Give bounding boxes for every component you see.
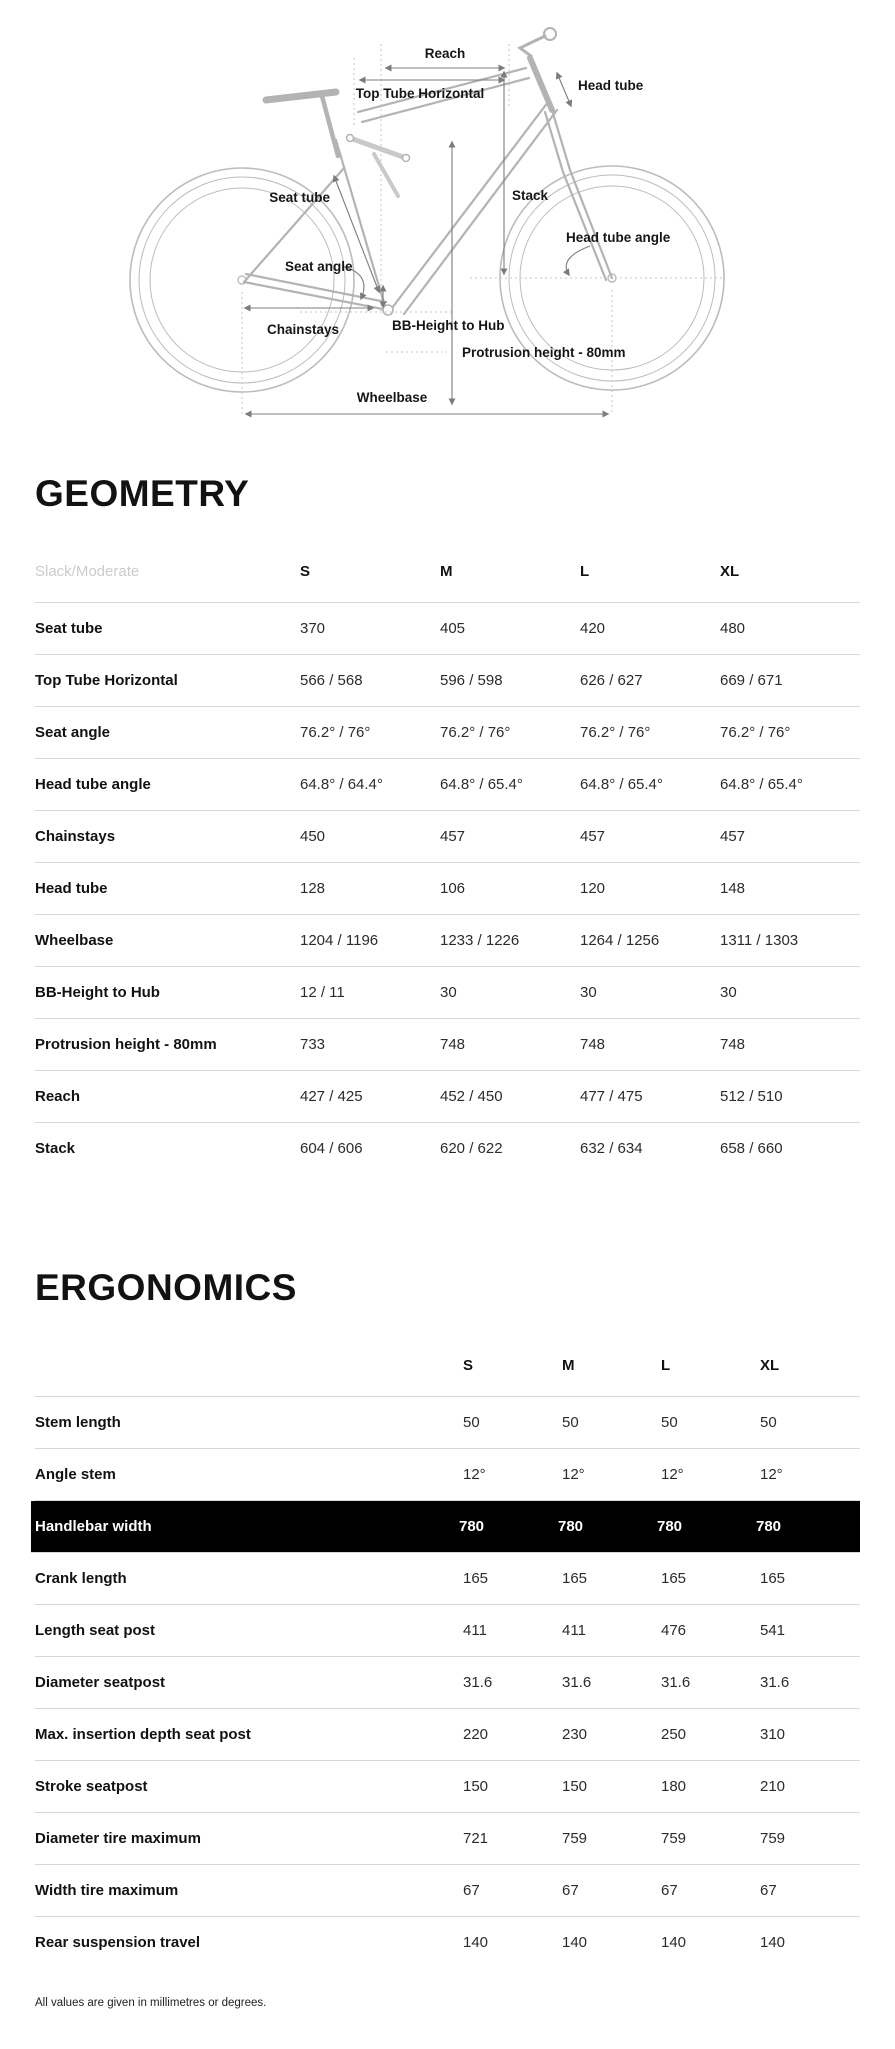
geometry-table-header bbox=[35, 559, 860, 603]
table-row-rear-suspension-travel[interactable] bbox=[35, 1917, 860, 1969]
cell: 12° bbox=[463, 1465, 486, 1483]
row-label: Stack bbox=[35, 1140, 76, 1157]
cell: 477 / 475 bbox=[580, 1087, 643, 1105]
table-row-angle-stem[interactable] bbox=[35, 1449, 860, 1501]
table-row-chainstays[interactable] bbox=[35, 811, 860, 863]
table-row-crank-length[interactable] bbox=[35, 1553, 860, 1605]
cell: 250 bbox=[661, 1725, 687, 1743]
ergonomics-section-title: ERGONOMICS bbox=[35, 1267, 297, 1308]
cell: 76.2° / 76° bbox=[720, 723, 791, 741]
cell: 150 bbox=[463, 1777, 489, 1795]
column-header-m: M bbox=[440, 563, 453, 580]
cell: 30 bbox=[580, 983, 597, 1001]
cell: 165 bbox=[562, 1569, 588, 1587]
cell: 30 bbox=[440, 983, 457, 1001]
bike-geometry-diagram bbox=[0, 0, 895, 445]
cell: 30 bbox=[720, 983, 737, 1001]
cell: 420 bbox=[580, 619, 606, 637]
cell: 566 / 568 bbox=[300, 671, 363, 689]
table-row-bb-height-to-hub[interactable] bbox=[35, 967, 860, 1019]
row-label: Reach bbox=[35, 1087, 81, 1105]
cell: 1311 / 1303 bbox=[720, 931, 799, 949]
cell: 626 / 627 bbox=[580, 671, 643, 689]
row-label: BB-Height to Hub bbox=[35, 983, 160, 1001]
ergonomics-table bbox=[35, 1353, 860, 1969]
cell: 50 bbox=[760, 1413, 777, 1431]
cell: 721 bbox=[463, 1829, 489, 1847]
cell: 748 bbox=[720, 1035, 746, 1053]
cell: 67 bbox=[661, 1881, 678, 1899]
cell: 452 / 450 bbox=[440, 1087, 503, 1105]
column-header-s: S bbox=[300, 563, 311, 580]
table-row-diameter-seatpost[interactable] bbox=[35, 1657, 860, 1709]
cell: 128 bbox=[300, 879, 326, 897]
ergonomics-table-header bbox=[35, 1353, 860, 1397]
table-row-wheelbase[interactable] bbox=[35, 915, 860, 967]
cell: 604 / 606 bbox=[300, 1140, 363, 1157]
table-row-length-seat-post[interactable] bbox=[35, 1605, 860, 1657]
cell: 31.6 bbox=[661, 1673, 691, 1691]
column-header-s: S bbox=[463, 1357, 474, 1374]
cell: 457 bbox=[580, 827, 606, 845]
table-row-top-tube-horizontal[interactable] bbox=[35, 655, 860, 707]
cell: 596 / 598 bbox=[440, 671, 503, 689]
cell: 370 bbox=[300, 619, 326, 637]
column-header-m: M bbox=[562, 1357, 575, 1374]
cell: 64.8° / 65.4° bbox=[580, 775, 663, 793]
row-label: Handlebar width bbox=[35, 1517, 152, 1535]
cell: 140 bbox=[562, 1934, 588, 1951]
head-tube-label: Head tube bbox=[578, 78, 644, 93]
column-header-xl: XL bbox=[760, 1357, 780, 1374]
cell: 457 bbox=[440, 827, 466, 845]
cell: 1233 / 1226 bbox=[440, 931, 520, 949]
row-label: Head tube bbox=[35, 879, 108, 897]
cell: 405 bbox=[440, 619, 466, 637]
cell: 780 bbox=[657, 1517, 683, 1535]
table-row-max-insertion-depth[interactable] bbox=[35, 1709, 860, 1761]
cell: 76.2° / 76° bbox=[300, 723, 371, 741]
geometry-header-mode-label: Slack/Moderate bbox=[35, 563, 140, 580]
table-row-head-tube-angle[interactable] bbox=[35, 759, 860, 811]
table-row-reach[interactable] bbox=[35, 1071, 860, 1123]
cell: 780 bbox=[756, 1517, 782, 1535]
row-label: Stroke seatpost bbox=[35, 1777, 148, 1795]
row-label: Top Tube Horizontal bbox=[35, 671, 178, 689]
table-row-head-tube[interactable] bbox=[35, 863, 860, 915]
bb-height-to-hub-label: BB-Height to Hub bbox=[392, 318, 505, 333]
table-row-diameter-tire-maximum[interactable] bbox=[35, 1813, 860, 1865]
reach-label: Reach bbox=[424, 46, 466, 61]
cell: 480 bbox=[720, 619, 746, 637]
cell: 12° bbox=[562, 1465, 585, 1483]
cell: 76.2° / 76° bbox=[440, 723, 511, 741]
bike-diagram-svg bbox=[0, 10, 895, 440]
cell: 12° bbox=[760, 1465, 783, 1483]
column-header-xl: XL bbox=[720, 563, 740, 580]
cell: 457 bbox=[720, 827, 746, 845]
cell: 476 bbox=[661, 1621, 687, 1639]
cell: 411 bbox=[562, 1621, 586, 1639]
cell: 76.2° / 76° bbox=[580, 723, 651, 741]
cell: 165 bbox=[760, 1569, 786, 1587]
cell: 150 bbox=[562, 1777, 588, 1795]
cell: 411 bbox=[463, 1621, 487, 1639]
top-tube-horizontal-label: Top Tube Horizontal bbox=[355, 86, 485, 101]
column-header-l: L bbox=[580, 563, 590, 580]
stack-label: Stack bbox=[512, 188, 549, 203]
cell: 67 bbox=[562, 1881, 579, 1899]
cell: 31.6 bbox=[463, 1673, 493, 1691]
cell: 748 bbox=[440, 1035, 466, 1053]
cell: 50 bbox=[562, 1413, 579, 1431]
column-header-l: L bbox=[661, 1357, 671, 1374]
row-label: Seat tube bbox=[35, 619, 103, 637]
cell: 31.6 bbox=[562, 1673, 592, 1691]
geometry-section-title: GEOMETRY bbox=[35, 473, 250, 514]
cell: 658 / 660 bbox=[720, 1140, 783, 1157]
cell: 64.8° / 65.4° bbox=[720, 775, 803, 793]
row-label: Wheelbase bbox=[35, 931, 114, 949]
row-label: Width tire maximum bbox=[35, 1881, 179, 1899]
cell: 512 / 510 bbox=[720, 1087, 783, 1105]
chainstays-label: Chainstays bbox=[266, 322, 340, 337]
table-row-stack[interactable] bbox=[35, 1123, 860, 1175]
seat-tube-label: Seat tube bbox=[269, 190, 330, 205]
cell: 1264 / 1256 bbox=[580, 931, 660, 949]
table-row-stroke-seatpost[interactable] bbox=[35, 1761, 860, 1813]
protrusion-height-label: Protrusion height - 80mm bbox=[462, 345, 626, 360]
cell: 759 bbox=[661, 1829, 687, 1847]
row-label: Seat angle bbox=[35, 723, 111, 741]
cell: 310 bbox=[760, 1725, 786, 1743]
cell: 165 bbox=[463, 1569, 489, 1587]
row-label: Chainstays bbox=[35, 827, 116, 845]
cell: 210 bbox=[760, 1777, 786, 1795]
units-footnote: All values are given in millimetres or degrees. bbox=[35, 1997, 267, 2009]
cell: 106 bbox=[440, 879, 466, 897]
row-label: Rear suspension travel bbox=[35, 1934, 201, 1951]
row-label: Protrusion height - 80mm bbox=[35, 1035, 217, 1053]
cell: 148 bbox=[720, 879, 746, 897]
cell: 140 bbox=[463, 1934, 489, 1951]
cell: 1204 / 1196 bbox=[300, 931, 379, 949]
table-row-stem-length[interactable] bbox=[35, 1397, 860, 1449]
cell: 230 bbox=[562, 1725, 588, 1743]
dimension-arrows bbox=[245, 68, 608, 414]
geometry-table bbox=[35, 559, 860, 1175]
cell: 64.8° / 65.4° bbox=[440, 775, 523, 793]
cell: 180 bbox=[661, 1777, 687, 1795]
row-label: Length seat post bbox=[35, 1621, 156, 1639]
cell: 12° bbox=[661, 1465, 684, 1483]
row-label: Angle stem bbox=[35, 1465, 116, 1483]
cell: 541 bbox=[760, 1621, 786, 1639]
row-label: Max. insertion depth seat post bbox=[35, 1725, 251, 1743]
cell: 632 / 634 bbox=[580, 1140, 643, 1157]
cell: 50 bbox=[463, 1413, 480, 1431]
ergonomics-section bbox=[35, 1267, 860, 1969]
table-row-width-tire-maximum[interactable] bbox=[35, 1865, 860, 1917]
cell: 120 bbox=[580, 879, 606, 897]
cell: 67 bbox=[463, 1881, 480, 1899]
cell: 31.6 bbox=[760, 1673, 790, 1691]
cell: 140 bbox=[661, 1934, 687, 1951]
table-row-seat-angle[interactable] bbox=[35, 707, 860, 759]
cell: 50 bbox=[661, 1413, 678, 1431]
cell: 427 / 425 bbox=[300, 1087, 363, 1105]
row-label: Stem length bbox=[35, 1413, 121, 1431]
cell: 220 bbox=[463, 1725, 489, 1743]
cell: 12 / 11 bbox=[300, 983, 345, 1001]
cell: 64.8° / 64.4° bbox=[300, 775, 383, 793]
cell: 620 / 622 bbox=[440, 1140, 503, 1157]
row-label: Head tube angle bbox=[35, 775, 151, 793]
geometry-section bbox=[35, 473, 860, 1175]
cell: 140 bbox=[760, 1934, 786, 1951]
table-row-seat-tube[interactable] bbox=[35, 603, 860, 655]
head-tube-angle-label: Head tube angle bbox=[566, 230, 671, 245]
cell: 733 bbox=[300, 1035, 326, 1053]
table-row-handlebar-width-highlighted[interactable] bbox=[31, 1501, 860, 1553]
cell: 759 bbox=[760, 1829, 786, 1847]
cell: 67 bbox=[760, 1881, 777, 1899]
row-label: Crank length bbox=[35, 1569, 127, 1587]
row-label: Diameter tire maximum bbox=[35, 1829, 201, 1847]
cell: 748 bbox=[580, 1035, 606, 1053]
cell: 759 bbox=[562, 1829, 588, 1847]
wheelbase-label: Wheelbase bbox=[356, 390, 428, 405]
cell: 780 bbox=[459, 1517, 485, 1535]
cell: 669 / 671 bbox=[720, 671, 783, 689]
cell: 450 bbox=[300, 827, 326, 845]
seat-angle-label: Seat angle bbox=[285, 259, 353, 274]
row-label: Diameter seatpost bbox=[35, 1673, 166, 1691]
table-row-protrusion-height[interactable] bbox=[35, 1019, 860, 1071]
cell: 780 bbox=[558, 1517, 584, 1535]
cell: 165 bbox=[661, 1569, 687, 1587]
